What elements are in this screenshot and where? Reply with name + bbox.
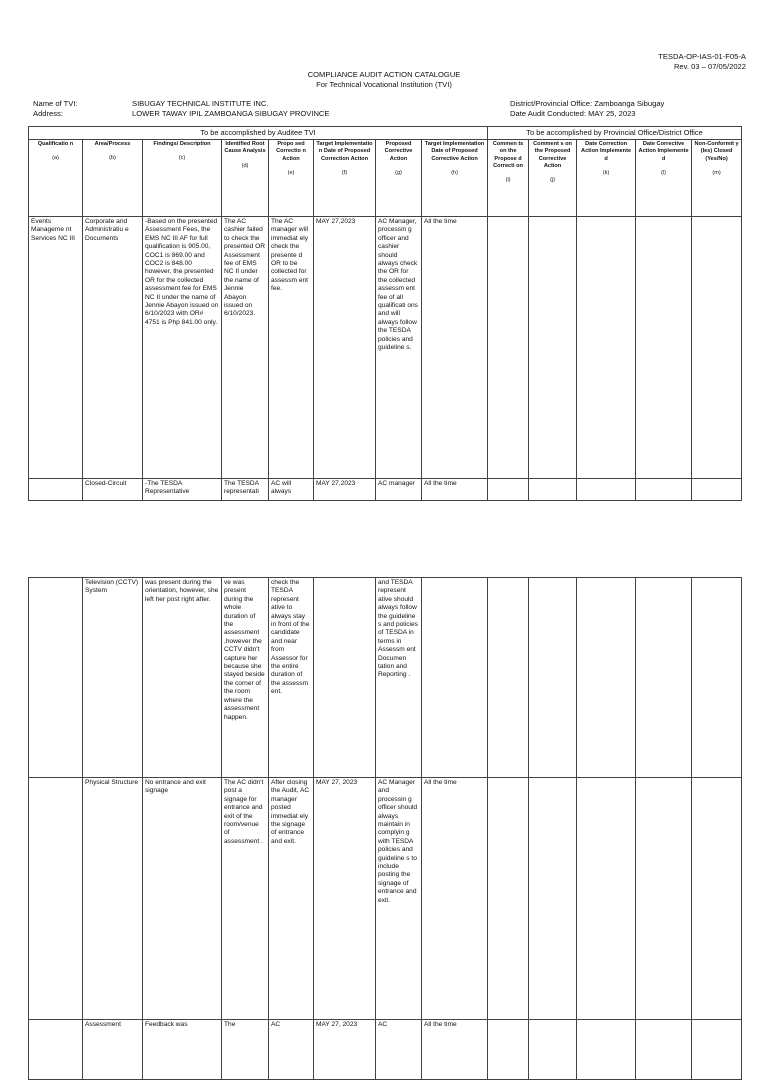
document-page-2: [0, 545, 768, 1028]
document-title-block: [0, 70, 768, 89]
band-row: [29, 127, 742, 140]
table-cell: All the time: [422, 778, 488, 1020]
table-cell: [636, 778, 692, 1020]
column-header-row: [29, 140, 742, 217]
table-cell: [636, 578, 692, 778]
column-header-letter: (d): [241, 162, 249, 169]
column-header-label: Qualificatio n: [37, 141, 74, 147]
table-cell: and TESDA represent ative should always follow the guideline s and policies of TESDA in terms in Assessm ent Documen tation and Reporting .: [376, 578, 422, 778]
tvi-name-label: Name of TVI:: [33, 99, 78, 108]
column-header-label: Proposed Corrective Action: [384, 141, 413, 162]
table-row: [29, 778, 742, 1020]
column-header-c: [143, 140, 222, 217]
column-header-letter: (j): [550, 177, 556, 184]
table-cell: [29, 479, 83, 501]
audit-date: Date Audit Conducted: MAY 25, 2023: [510, 108, 636, 118]
table-cell: The AC cashier failed to check the presented OR Assessment fee of EMS NC II under the name of Jennie Abayon issued on 6/10/2023.: [222, 217, 269, 479]
column-header-label: Identified Root Cause Analysis: [224, 141, 266, 155]
table-cell: [529, 778, 577, 1020]
table-row: [29, 578, 742, 778]
column-header-l: [636, 140, 692, 217]
table-cell: -The TESDA Representative: [143, 479, 222, 501]
table-cell: AC: [376, 1020, 422, 1080]
table-cell: [577, 217, 636, 479]
table-cell: Closed-Circuit: [83, 479, 143, 501]
column-header-label: Area/Process: [94, 141, 131, 147]
table-cell: MAY 27,2023: [314, 479, 376, 501]
table-cell: [488, 778, 529, 1020]
table-row: [29, 217, 742, 479]
table-cell: [692, 217, 742, 479]
table-cell: [636, 1020, 692, 1080]
table-cell: check the TESDA represent ative to always stay in front of the candidate and near from Assessor for the entire duration of the assessm ent.: [269, 578, 314, 778]
table-cell: [577, 778, 636, 1020]
column-header-label: Date Correction Action Implemente d: [581, 141, 632, 162]
column-header-letter: (e): [287, 169, 295, 176]
table-cell: The TESDA representati: [222, 479, 269, 501]
district-info: [510, 99, 664, 118]
table-cell: [29, 578, 83, 778]
table-cell: [488, 578, 529, 778]
table-cell: [29, 1020, 83, 1080]
table-cell: [577, 479, 636, 501]
table-cell: [529, 217, 577, 479]
table-cell: All the time: [422, 479, 488, 501]
table-cell: [577, 578, 636, 778]
column-header-letter: (k): [602, 169, 610, 176]
column-header-a: [29, 140, 83, 217]
table-cell: [636, 217, 692, 479]
table-cell: The AC manager will immediat ely check the presente d OR to be collected for assessm ent fee.: [269, 217, 314, 479]
column-header-f: [314, 140, 376, 217]
column-header-label: Target Implementatio n Date of Proposed Correction Action: [316, 141, 373, 162]
table-cell: MAY 27, 2023: [314, 778, 376, 1020]
column-header-letter: (f): [341, 169, 348, 176]
tvi-address-label: Address:: [33, 108, 63, 118]
table-cell: [692, 578, 742, 778]
table-row: [29, 1020, 742, 1080]
column-header-b: [83, 140, 143, 217]
column-header-label: Comment s on the Proposed Corrective Action: [533, 141, 572, 169]
tvi-name-value: SIBUGAY TECHNICAL INSTITUTE INC.: [132, 99, 269, 108]
form-revision: Rev. 03 – 07/05/2022: [673, 62, 746, 71]
table-cell: [692, 1020, 742, 1080]
document-title: COMPLIANCE AUDIT ACTION CATALOGUE: [307, 70, 461, 79]
table-cell: Assessment: [83, 1020, 143, 1080]
table-cell: AC will always: [269, 479, 314, 501]
column-header-e: [269, 140, 314, 217]
column-header-label: Findings/ Description: [153, 141, 211, 147]
table-cell: ve was present during the whole duration of the assessment ,however the CCTV didn't capture her because she stayed beside the corner of the room where the assessment happen.: [222, 578, 269, 778]
table-cell: [529, 479, 577, 501]
column-header-label: Non-Conformit y (Ies) Closed (Yes/No): [694, 141, 739, 162]
tvi-labels: [33, 99, 78, 118]
column-header-k: [577, 140, 636, 217]
column-header-letter: (b): [109, 155, 116, 162]
table-cell: [636, 479, 692, 501]
table-cell: [577, 1020, 636, 1080]
table-cell: AC manager: [376, 479, 422, 501]
table-cell: [488, 479, 529, 501]
table-cell: AC Manager and processin g officer should always maintain in complyin g with TESDA policies and guideline s to include posting the signage of entrance and exit.: [376, 778, 422, 1020]
table-cell: was present during the orientation, however, she left her post right after.: [143, 578, 222, 778]
column-header-letter: (h): [451, 169, 458, 176]
table-cell: [488, 217, 529, 479]
table-cell: AC Manager, processin g officer and cashier should always check the OR for the collected assessm ent fee of all qualificati ons and will always follow the TESDA policies and guideline s.: [376, 217, 422, 479]
column-header-j: [529, 140, 577, 217]
table-cell: All the time: [422, 217, 488, 479]
table-cell: [314, 578, 376, 778]
audit-action-table: [28, 126, 742, 501]
table-cell: [529, 1020, 577, 1080]
table-cell: Feedback was: [143, 1020, 222, 1080]
column-header-label: Propo sed Correctio n Action: [276, 141, 306, 162]
tvi-values: [132, 99, 329, 118]
column-header-d: [222, 140, 269, 217]
column-header-m: [692, 140, 742, 217]
column-header-label: Date Corrective Action Implemente d: [638, 141, 689, 162]
column-header-i: [488, 140, 529, 217]
form-code-block: [658, 52, 746, 72]
document-subtitle: For Technical Vocational Institution (TVI): [316, 79, 452, 89]
table-cell: Physical Structure: [83, 778, 143, 1020]
audit-action-table-continued: [28, 577, 742, 1080]
tvi-address-value: LOWER TAWAY IPIL ZAMBOANGA SIBUGAY PROVINCE: [132, 108, 330, 118]
column-header-letter: (g): [395, 169, 402, 176]
table-cell: [529, 578, 577, 778]
column-header-letter: (i): [505, 177, 511, 184]
column-header-letter: (m): [712, 169, 721, 176]
table-cell: Television (CCTV) System: [83, 578, 143, 778]
table-cell: Corporate and Administratiu e Documents: [83, 217, 143, 479]
table-cell: MAY 27, 2023: [314, 1020, 376, 1080]
table-cell: After closing the Audit, AC manager posted immediat ely the signage of entrance and exit.: [269, 778, 314, 1020]
table-cell: No entrance and exit signage: [143, 778, 222, 1020]
column-header-label: Target Implementation Date of Proposed Corrective Action: [424, 141, 485, 162]
provincial-band: To be accomplished by Provincial Office/District Office: [488, 127, 742, 140]
table-cell: MAY 27,2023: [314, 217, 376, 479]
table-row: [29, 479, 742, 501]
column-header-letter: (l): [661, 169, 667, 176]
form-code: TESDA-OP-IAS-01-F05-A: [658, 52, 746, 61]
table-cell: All the time: [422, 1020, 488, 1080]
table-cell: AC: [269, 1020, 314, 1080]
table-cell: [422, 578, 488, 778]
table-cell: [692, 479, 742, 501]
table-cell: The AC didn't post a signage for entrance and exit of the room/venue of assessment .: [222, 778, 269, 1020]
column-header-letter: (c): [178, 155, 186, 162]
table-cell: -Based on the presented Assessment Fees, the EMS NC III AF for full qualification is 905.00, COC1 is 869.00 and COC2 is 848.00 however, the presented OR for the collected assessment fee for EMS NC II under the name of Jennie Abayon issued on 6/10/2023 with OR# 4751 is Php 841.00 only.: [143, 217, 222, 479]
auditee-band: To be accomplished by Auditee TVI: [29, 127, 488, 140]
table-cell: The: [222, 1020, 269, 1080]
column-header-letter: (a): [52, 155, 59, 162]
district-office: District/Provincial Office: Zamboanga Sibugay: [510, 99, 665, 108]
table-cell: [488, 1020, 529, 1080]
table-cell: [29, 778, 83, 1020]
column-header-h: [422, 140, 488, 217]
table-cell: Events Manageme nt Services NC III: [29, 217, 83, 479]
table-cell: [692, 778, 742, 1020]
column-header-label: Commen ts on the Propose d Correcti on: [492, 141, 524, 169]
column-header-g: [376, 140, 422, 217]
